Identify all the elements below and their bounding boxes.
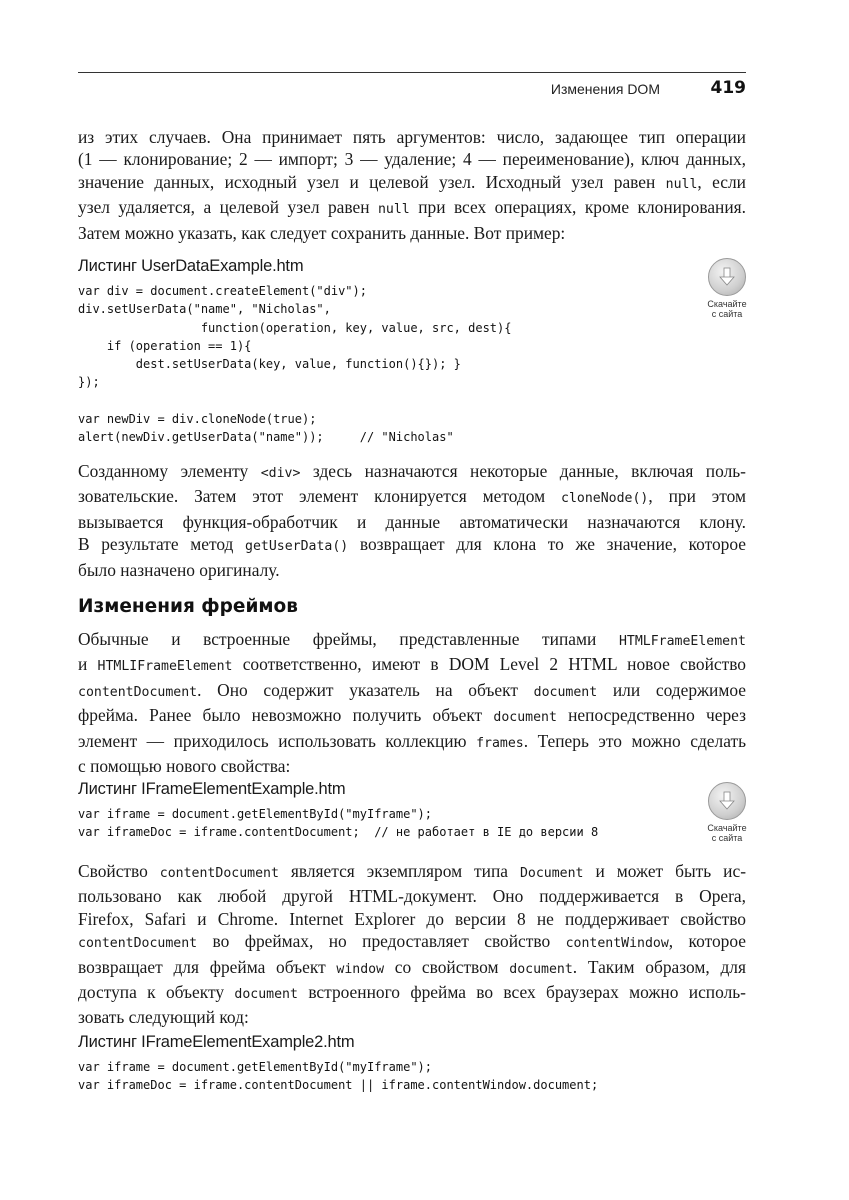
text-line: contentDocument во фреймах, но предоставляет свойство contentWindow, которое	[78, 931, 746, 952]
text-line: вызывается функция-обработчик и данные автоматически назначаются клону.	[78, 511, 746, 532]
text-line: Firefox, Safari и Chrome. Internet Explorer до версии 8 не поддерживает свойство	[78, 908, 746, 929]
inline-code: getUserData()	[245, 539, 349, 555]
inline-code: contentDocument	[78, 936, 198, 952]
text-line: (1 — клонирование; 2 — импорт; 3 — удаление; 4 — переименование), ключ данных,	[78, 149, 746, 170]
header-section-title: Изменения DOM	[550, 81, 660, 97]
text-line: contentDocument. Оно содержит указатель на объект document или содержимое	[78, 679, 746, 700]
download-badge[interactable]	[697, 782, 757, 843]
download-arrow-icon	[708, 782, 746, 820]
inline-code: HTMLIFrameElement	[97, 659, 233, 675]
listing-title: Листинг IFrameElementExample2.htm	[78, 1033, 355, 1051]
text-line: из этих случаев. Она принимает пять аргументов: число, задающее тип операции	[78, 127, 746, 147]
inline-code: document	[493, 710, 557, 726]
inline-code: null	[665, 176, 698, 192]
inline-code: <div>	[260, 466, 301, 481]
text-line: пользовано как любой другой HTML-документ. Оно поддерживается в Opera,	[78, 886, 746, 907]
text-line: фрейма. Ранее было невозможно получить объект document непосредственно через	[78, 705, 746, 726]
inline-code: window	[336, 961, 385, 977]
paragraph-contentdocument	[78, 860, 746, 1029]
paragraph-intro	[78, 126, 746, 244]
text-line: и HTMLIFrameElement соответственно, имеют в DOM Level 2 HTML новое свойство	[78, 654, 746, 675]
download-caption: Скачайте с сайта	[707, 823, 747, 843]
text-line: зовать следующий код:	[78, 1007, 249, 1028]
text-line: доступа к объекту document встроенного фрейма во всех браузерах можно исполь-	[78, 982, 746, 1003]
text-line: узел удаляется, а целевой узел равен null при всех операциях, кроме клонирования.	[78, 197, 746, 218]
section-heading: Изменения фреймов	[78, 596, 298, 617]
text-line: с помощью нового свойства:	[78, 756, 291, 777]
text-line: Затем можно указать, как следует сохранить данные. Вот пример:	[78, 222, 566, 243]
download-arrow-icon	[708, 258, 746, 296]
listing-title: Листинг UserDataExample.htm	[78, 257, 304, 275]
inline-code: cloneNode()	[561, 491, 649, 507]
inline-code: null	[377, 202, 410, 218]
inline-code: document	[533, 684, 598, 700]
inline-code: HTMLFrameElement	[618, 634, 747, 649]
text-line: Обычные и встроенные фреймы, представленные типами HTMLFrameElement	[78, 629, 747, 649]
text-line: зовательские. Затем этот элемент клонируется методом cloneNode(), при этом	[78, 486, 746, 507]
text-line: Свойство contentDocument является экземпляром типа Document и может быть ис-	[78, 861, 746, 881]
code-listing: var div = document.createElement("div"); div.setUserData("name", "Nicholas", function(operation, key, value, src, dest){ if (operation == 1){ dest.setUserData(key, value, function(){}); } }); var newDiv = div.cloneNode(true); alert(newDiv.getUserData("name")); // "Nicholas"	[78, 284, 512, 445]
paragraph-frames	[78, 628, 746, 777]
code-listing: var iframe = document.getElementById("myIframe"); var iframeDoc = iframe.contentDocument || iframe.contentWindow.document;	[78, 1060, 599, 1093]
listing-title: Листинг IFrameElementExample.htm	[78, 780, 346, 798]
text-line: Созданному элементу <div> здесь назначаются некоторые данные, включая поль-	[78, 461, 746, 481]
inline-code: document	[509, 961, 573, 977]
download-caption: Скачайте с сайта	[707, 299, 747, 319]
inline-code: frames	[476, 735, 524, 751]
running-header	[78, 72, 746, 105]
download-badge[interactable]	[697, 258, 757, 319]
inline-code: Document	[519, 866, 584, 881]
paragraph-clone-explanation	[78, 460, 746, 581]
inline-code: contentDocument	[78, 684, 198, 700]
code-listing: var iframe = document.getElementById("myIframe"); var iframeDoc = iframe.contentDocument; // не работает в IE до версии 8	[78, 807, 599, 840]
text-line: возвращает для фрейма объект window со свойством document. Таким образом, для	[78, 956, 746, 977]
inline-code: contentDocument	[159, 866, 279, 881]
page-number: 419	[710, 78, 746, 98]
inline-code: contentWindow	[565, 936, 669, 952]
text-line: значение данных, исходный узел и целевой узел. Исходный узел равен null, если	[78, 171, 746, 192]
text-line: было назначено оригиналу.	[78, 559, 280, 580]
text-line: В результате метод getUserData() возвращает для клона то же значение, которое	[78, 534, 746, 555]
inline-code: document	[234, 987, 298, 1003]
text-line: элемент — приходилось использовать коллекцию frames. Теперь это можно сделать	[78, 730, 746, 751]
